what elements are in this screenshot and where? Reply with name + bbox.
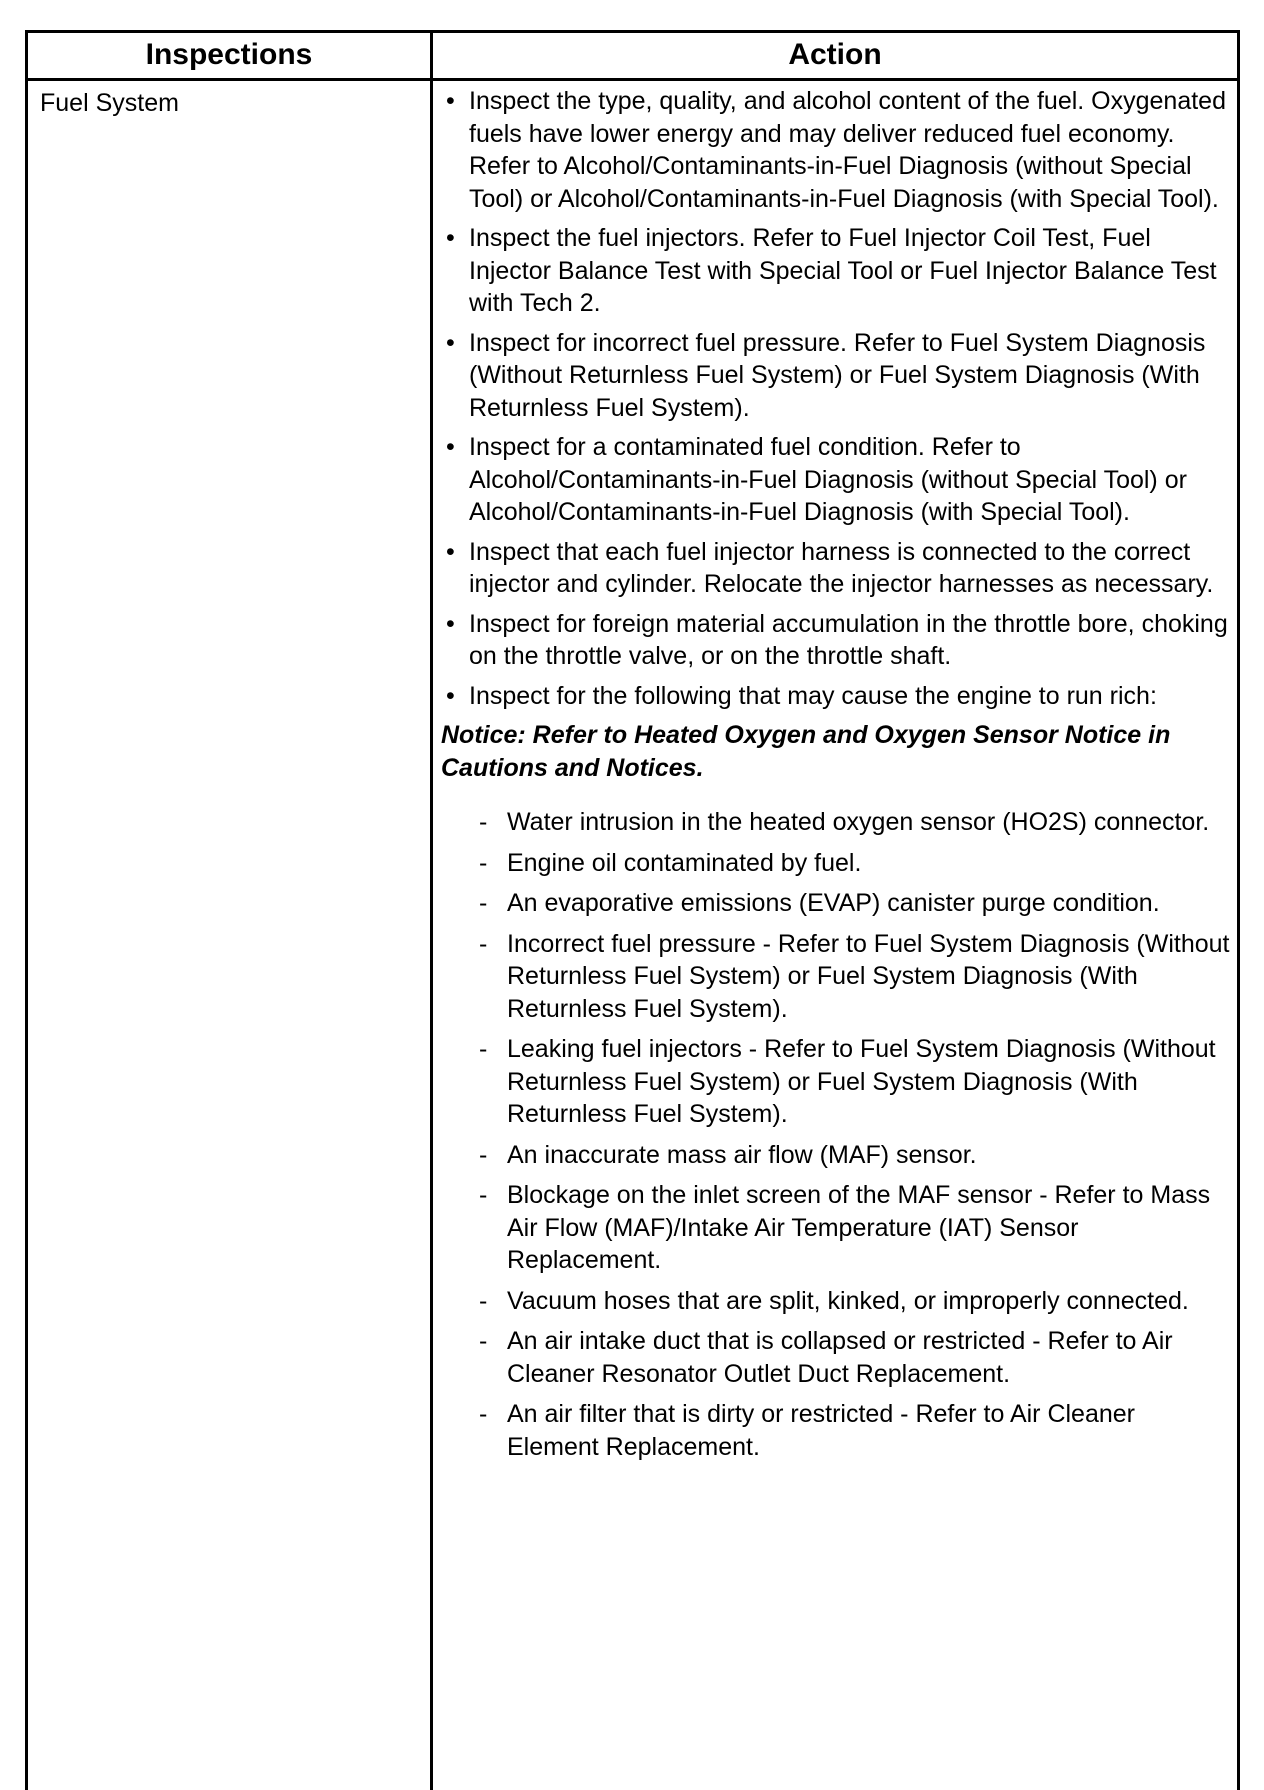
rich-condition-item — [441, 1325, 1231, 1390]
dash-mark: - — [479, 1035, 488, 1063]
rich-condition-item — [441, 1033, 1231, 1131]
rich-condition-item — [441, 1179, 1231, 1277]
bullet-mark: • — [446, 609, 455, 638]
action-bullet-item — [441, 608, 1231, 673]
bullet-text: Inspect the fuel injectors. Refer to Fuel Injector Coil Test, Fuel Injector Balance Test with Special Tool or Fuel Injector Balance Test with Tech 2. — [469, 224, 1217, 317]
rich-condition-item — [441, 928, 1231, 1026]
bullet-text: Inspect for a contaminated fuel condition. Refer to Alcohol/Contaminants-in-Fuel Diagnosis (without Special Tool) or Alcohol/Contaminants-in-Fuel Diagnosis (with Special Tool). — [469, 433, 1187, 526]
action-bullet-item — [441, 431, 1231, 529]
dash-mark: - — [479, 1140, 488, 1169]
dash-mark: - — [479, 1181, 488, 1209]
table-header-row — [28, 33, 1237, 81]
condition-text: Water intrusion in the heated oxygen sensor (HO2S) connector. — [507, 808, 1210, 836]
bullet-text: Inspect for the following that may cause the engine to run rich: — [469, 681, 1157, 710]
bullet-mark: • — [446, 224, 455, 252]
inspection-table — [25, 30, 1240, 1790]
inspections-header: Inspections — [145, 38, 313, 71]
rich-condition-item — [441, 887, 1231, 920]
rich-condition-item — [441, 847, 1231, 880]
inspection-cell: Fuel System — [40, 89, 179, 117]
action-bullet-item — [441, 536, 1231, 601]
condition-text: An air filter that is dirty or restricted - Refer to Air Cleaner Element Replacement. — [507, 1400, 1135, 1461]
action-bullet-list — [441, 85, 1231, 712]
dash-mark: - — [479, 929, 488, 958]
action-header: Action — [788, 38, 882, 71]
dash-mark: - — [479, 1400, 488, 1428]
bullet-mark: • — [446, 537, 455, 566]
bullet-text: Inspect the type, quality, and alcohol content of the fuel. Oxygenated fuels have lower energy and may deliver reduced fuel economy. Refer to Alcohol/Contaminants-in-Fuel Diagnosis (without Special Tool) or Alcohol/Contaminants-in-Fuel Diagnosis (with Special Tool). — [469, 87, 1226, 213]
condition-text: Blockage on the inlet screen of the MAF sensor - Refer to Mass Air Flow (MAF)/Intake Air Temperature (IAT) Sensor Replacement. — [507, 1181, 1211, 1274]
bullet-text: Inspect that each fuel injector harness is connected to the correct injector and cylinder. Relocate the injector harnesses as necessary. — [469, 537, 1214, 598]
bullet-text: Inspect for incorrect fuel pressure. Refer to Fuel System Diagnosis (Without Returnless Fuel System) or Fuel System Diagnosis (With Returnless Fuel System). — [469, 328, 1206, 422]
bullet-mark: • — [446, 681, 455, 710]
condition-text: An inaccurate mass air flow (MAF) sensor. — [507, 1140, 977, 1169]
dash-mark: - — [479, 808, 488, 836]
dash-mark: - — [479, 1327, 488, 1355]
bullet-mark: • — [446, 433, 455, 461]
rich-condition-list — [441, 806, 1231, 1463]
rich-condition-item — [441, 1285, 1231, 1318]
action-bullet-item — [441, 327, 1231, 425]
dash-mark: - — [479, 1286, 488, 1315]
action-bullet-item — [441, 222, 1231, 320]
condition-text: An evaporative emissions (EVAP) canister purge condition. — [507, 889, 1160, 917]
action-bullet-item — [441, 85, 1231, 215]
condition-text: An air intake duct that is collapsed or restricted - Refer to Air Cleaner Resonator Outlet Duct Replacement. — [507, 1327, 1173, 1388]
action-bullet-item — [441, 680, 1231, 713]
rich-condition-item — [441, 806, 1231, 839]
rich-condition-item — [441, 1398, 1231, 1463]
rich-condition-item — [441, 1139, 1231, 1172]
condition-text: Incorrect fuel pressure - Refer to Fuel System Diagnosis (Without Returnless Fuel System) or Fuel System Diagnosis (With Returnless Fuel System). — [507, 929, 1230, 1023]
notice-text: Notice: Refer to Heated Oxygen and Oxygen Sensor Notice in Cautions and Notices. — [441, 721, 1171, 782]
bullet-mark: • — [446, 328, 455, 357]
action-cell — [441, 85, 1231, 1471]
condition-text: Vacuum hoses that are split, kinked, or improperly connected. — [507, 1286, 1189, 1315]
dash-mark: - — [479, 848, 488, 877]
condition-text: Leaking fuel injectors - Refer to Fuel System Diagnosis (Without Returnless Fuel System) or Fuel System Diagnosis (With Returnless Fuel System). — [507, 1035, 1216, 1128]
dash-mark: - — [479, 889, 488, 917]
condition-text: Engine oil contaminated by fuel. — [507, 848, 862, 877]
column-divider — [430, 33, 433, 1790]
bullet-text: Inspect for foreign material accumulation in the throttle bore, choking on the throttle valve, or on the throttle shaft. — [469, 609, 1228, 670]
bullet-mark: • — [446, 87, 455, 115]
